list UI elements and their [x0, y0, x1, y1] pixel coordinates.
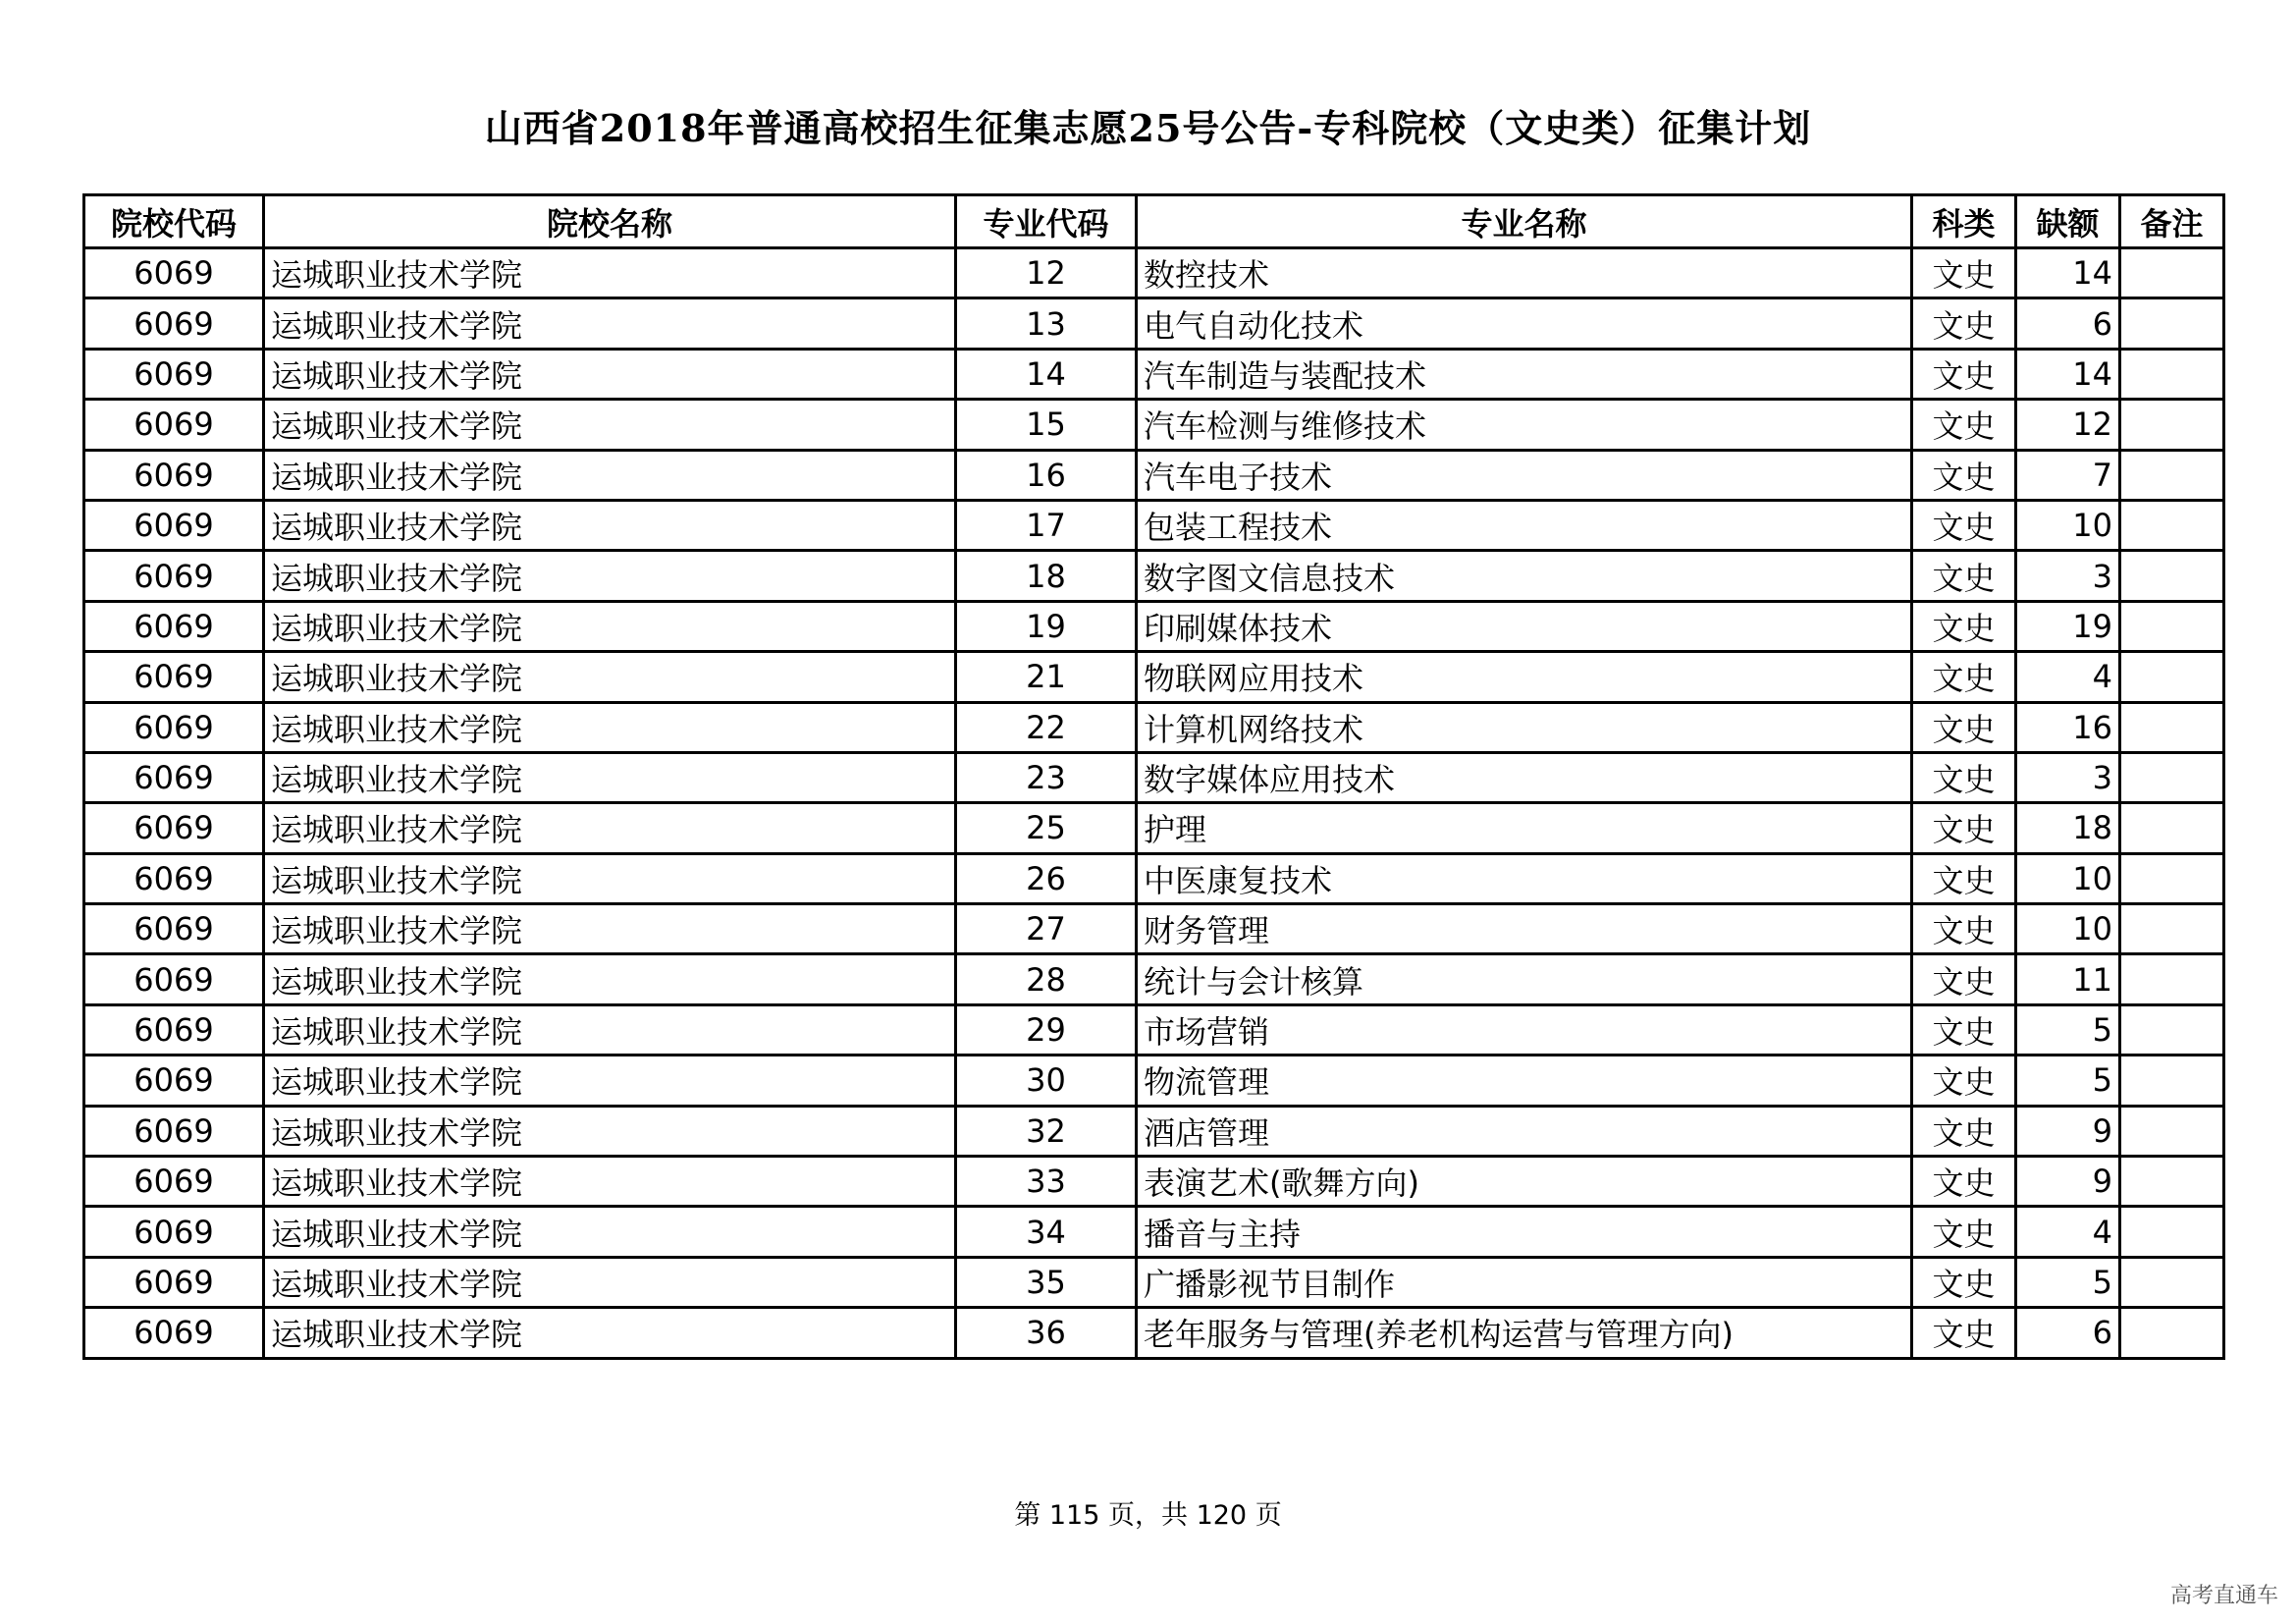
cell-major-name: 包装工程技术 [1137, 500, 1912, 550]
cell-school-code: 6069 [84, 954, 264, 1004]
cell-major-name: 物流管理 [1137, 1056, 1912, 1106]
cell-vacancy: 18 [2016, 803, 2120, 853]
cell-school-code: 6069 [84, 652, 264, 702]
cell-major-code: 15 [956, 400, 1137, 450]
cell-school-code: 6069 [84, 803, 264, 853]
cell-school-code: 6069 [84, 1004, 264, 1055]
table-header-row [84, 195, 2224, 248]
table-row [84, 1257, 2224, 1307]
table-row [84, 752, 2224, 802]
cell-school-name: 运城职业技术学院 [264, 954, 956, 1004]
cell-school-name: 运城职业技术学院 [264, 349, 956, 399]
cell-school-name: 运城职业技术学院 [264, 248, 956, 298]
cell-vacancy: 7 [2016, 450, 2120, 500]
table-row [84, 1106, 2224, 1156]
header-vacancy: 缺额 [2016, 195, 2120, 248]
table-row [84, 702, 2224, 752]
table-row [84, 652, 2224, 702]
cell-major-name: 老年服务与管理(养老机构运营与管理方向) [1137, 1308, 1912, 1358]
cell-major-code: 23 [956, 752, 1137, 802]
cell-school-name: 运城职业技术学院 [264, 803, 956, 853]
cell-major-name: 护理 [1137, 803, 1912, 853]
cell-note [2120, 702, 2224, 752]
table-row [84, 400, 2224, 450]
cell-major-name: 汽车电子技术 [1137, 450, 1912, 500]
cell-major-code: 25 [956, 803, 1137, 853]
cell-major-name: 物联网应用技术 [1137, 652, 1912, 702]
cell-vacancy: 14 [2016, 248, 2120, 298]
cell-school-code: 6069 [84, 1207, 264, 1257]
cell-major-code: 29 [956, 1004, 1137, 1055]
cell-major-code: 33 [956, 1157, 1137, 1207]
table-row [84, 1308, 2224, 1358]
cell-note [2120, 1106, 2224, 1156]
cell-school-code: 6069 [84, 1157, 264, 1207]
cell-major-code: 18 [956, 551, 1137, 601]
enrollment-plan-table [82, 193, 2225, 1360]
cell-school-code: 6069 [84, 349, 264, 399]
header-major-code: 专业代码 [956, 195, 1137, 248]
table-row [84, 248, 2224, 298]
cell-note [2120, 1004, 2224, 1055]
cell-major-code: 13 [956, 298, 1137, 349]
cell-note [2120, 349, 2224, 399]
cell-vacancy: 10 [2016, 853, 2120, 903]
cell-vacancy: 9 [2016, 1157, 2120, 1207]
cell-note [2120, 500, 2224, 550]
cell-major-code: 34 [956, 1207, 1137, 1257]
cell-school-code: 6069 [84, 1106, 264, 1156]
cell-category: 文史 [1912, 702, 2016, 752]
cell-category: 文史 [1912, 853, 2016, 903]
cell-vacancy: 4 [2016, 652, 2120, 702]
cell-note [2120, 652, 2224, 702]
cell-category: 文史 [1912, 248, 2016, 298]
cell-major-code: 16 [956, 450, 1137, 500]
cell-category: 文史 [1912, 652, 2016, 702]
cell-category: 文史 [1912, 1207, 2016, 1257]
table-row [84, 803, 2224, 853]
cell-major-code: 12 [956, 248, 1137, 298]
cell-note [2120, 601, 2224, 651]
cell-vacancy: 3 [2016, 752, 2120, 802]
cell-school-code: 6069 [84, 500, 264, 550]
cell-school-name: 运城职业技术学院 [264, 500, 956, 550]
table-row [84, 450, 2224, 500]
cell-major-name: 电气自动化技术 [1137, 298, 1912, 349]
cell-school-code: 6069 [84, 1257, 264, 1307]
cell-major-name: 市场营销 [1137, 1004, 1912, 1055]
table-row [84, 500, 2224, 550]
header-note: 备注 [2120, 195, 2224, 248]
cell-school-name: 运城职业技术学院 [264, 904, 956, 954]
cell-school-code: 6069 [84, 298, 264, 349]
cell-school-name: 运城职业技术学院 [264, 1004, 956, 1055]
cell-note [2120, 853, 2224, 903]
cell-school-code: 6069 [84, 752, 264, 802]
cell-vacancy: 14 [2016, 349, 2120, 399]
cell-note [2120, 954, 2224, 1004]
table-row [84, 853, 2224, 903]
cell-major-name: 统计与会计核算 [1137, 954, 1912, 1004]
cell-category: 文史 [1912, 1157, 2016, 1207]
cell-category: 文史 [1912, 298, 2016, 349]
cell-note [2120, 1157, 2224, 1207]
cell-category: 文史 [1912, 752, 2016, 802]
cell-note [2120, 803, 2224, 853]
cell-major-name: 计算机网络技术 [1137, 702, 1912, 752]
cell-school-name: 运城职业技术学院 [264, 1207, 956, 1257]
cell-category: 文史 [1912, 400, 2016, 450]
cell-vacancy: 11 [2016, 954, 2120, 1004]
cell-major-name: 汽车制造与装配技术 [1137, 349, 1912, 399]
cell-vacancy: 5 [2016, 1056, 2120, 1106]
cell-school-code: 6069 [84, 601, 264, 651]
cell-school-code: 6069 [84, 853, 264, 903]
cell-major-name: 广播影视节目制作 [1137, 1257, 1912, 1307]
cell-note [2120, 1207, 2224, 1257]
table-row [84, 551, 2224, 601]
cell-vacancy: 9 [2016, 1106, 2120, 1156]
cell-school-name: 运城职业技术学院 [264, 551, 956, 601]
page-title: 山西省2018年普通高校招生征集志愿25号公告-专科院校（文史类）征集计划 [484, 106, 1812, 150]
cell-major-name: 酒店管理 [1137, 1106, 1912, 1156]
cell-major-code: 19 [956, 601, 1137, 651]
cell-major-code: 28 [956, 954, 1137, 1004]
cell-category: 文史 [1912, 500, 2016, 550]
page-footer: 第 115 页，共 120 页 [1014, 1500, 1282, 1531]
cell-category: 文史 [1912, 349, 2016, 399]
table-row [84, 1157, 2224, 1207]
cell-major-code: 27 [956, 904, 1137, 954]
cell-category: 文史 [1912, 803, 2016, 853]
table-row [84, 1004, 2224, 1055]
header-major-name: 专业名称 [1137, 195, 1912, 248]
cell-school-name: 运城职业技术学院 [264, 652, 956, 702]
cell-category: 文史 [1912, 1056, 2016, 1106]
cell-school-name: 运城职业技术学院 [264, 752, 956, 802]
header-school-name: 院校名称 [264, 195, 956, 248]
cell-note [2120, 551, 2224, 601]
cell-note [2120, 752, 2224, 802]
cell-major-name: 中医康复技术 [1137, 853, 1912, 903]
cell-major-name: 数字媒体应用技术 [1137, 752, 1912, 802]
cell-note [2120, 400, 2224, 450]
cell-note [2120, 1056, 2224, 1106]
cell-vacancy: 6 [2016, 298, 2120, 349]
header-school-code: 院校代码 [84, 195, 264, 248]
table-row [84, 349, 2224, 399]
cell-major-code: 26 [956, 853, 1137, 903]
cell-vacancy: 5 [2016, 1257, 2120, 1307]
watermark: 高考直通车 [2169, 1584, 2278, 1608]
cell-vacancy: 4 [2016, 1207, 2120, 1257]
cell-school-name: 运城职业技术学院 [264, 1106, 956, 1156]
cell-school-code: 6069 [84, 1308, 264, 1358]
cell-school-name: 运城职业技术学院 [264, 1308, 956, 1358]
cell-vacancy: 3 [2016, 551, 2120, 601]
table-row [84, 904, 2224, 954]
cell-school-name: 运城职业技术学院 [264, 601, 956, 651]
table-row [84, 954, 2224, 1004]
cell-major-name: 表演艺术(歌舞方向) [1137, 1157, 1912, 1207]
cell-category: 文史 [1912, 450, 2016, 500]
cell-vacancy: 10 [2016, 500, 2120, 550]
cell-category: 文史 [1912, 551, 2016, 601]
header-category: 科类 [1912, 195, 2016, 248]
cell-category: 文史 [1912, 954, 2016, 1004]
cell-school-name: 运城职业技术学院 [264, 1257, 956, 1307]
cell-school-name: 运城职业技术学院 [264, 298, 956, 349]
cell-vacancy: 5 [2016, 1004, 2120, 1055]
cell-note [2120, 450, 2224, 500]
table-row [84, 298, 2224, 349]
cell-major-code: 30 [956, 1056, 1137, 1106]
cell-major-name: 汽车检测与维修技术 [1137, 400, 1912, 450]
cell-major-name: 数控技术 [1137, 248, 1912, 298]
cell-major-code: 22 [956, 702, 1137, 752]
cell-school-name: 运城职业技术学院 [264, 702, 956, 752]
cell-category: 文史 [1912, 1004, 2016, 1055]
cell-category: 文史 [1912, 904, 2016, 954]
cell-school-name: 运城职业技术学院 [264, 853, 956, 903]
cell-major-code: 21 [956, 652, 1137, 702]
table-row [84, 601, 2224, 651]
cell-category: 文史 [1912, 601, 2016, 651]
cell-major-name: 财务管理 [1137, 904, 1912, 954]
cell-major-name: 播音与主持 [1137, 1207, 1912, 1257]
cell-vacancy: 16 [2016, 702, 2120, 752]
cell-school-code: 6069 [84, 551, 264, 601]
cell-major-name: 数字图文信息技术 [1137, 551, 1912, 601]
cell-note [2120, 904, 2224, 954]
cell-major-code: 32 [956, 1106, 1137, 1156]
cell-category: 文史 [1912, 1308, 2016, 1358]
cell-category: 文史 [1912, 1106, 2016, 1156]
cell-school-code: 6069 [84, 450, 264, 500]
cell-vacancy: 10 [2016, 904, 2120, 954]
cell-major-code: 14 [956, 349, 1137, 399]
cell-vacancy: 6 [2016, 1308, 2120, 1358]
cell-note [2120, 248, 2224, 298]
cell-school-name: 运城职业技术学院 [264, 1056, 956, 1106]
cell-major-code: 17 [956, 500, 1137, 550]
cell-note [2120, 1308, 2224, 1358]
cell-school-name: 运城职业技术学院 [264, 450, 956, 500]
cell-school-name: 运城职业技术学院 [264, 400, 956, 450]
cell-school-code: 6069 [84, 904, 264, 954]
cell-school-code: 6069 [84, 248, 264, 298]
cell-school-code: 6069 [84, 1056, 264, 1106]
cell-major-name: 印刷媒体技术 [1137, 601, 1912, 651]
cell-category: 文史 [1912, 1257, 2016, 1307]
cell-major-code: 35 [956, 1257, 1137, 1307]
cell-note [2120, 298, 2224, 349]
cell-vacancy: 12 [2016, 400, 2120, 450]
cell-school-name: 运城职业技术学院 [264, 1157, 956, 1207]
cell-note [2120, 1257, 2224, 1307]
cell-major-code: 36 [956, 1308, 1137, 1358]
cell-school-code: 6069 [84, 702, 264, 752]
table-body [84, 248, 2224, 1359]
cell-vacancy: 19 [2016, 601, 2120, 651]
table-row [84, 1207, 2224, 1257]
table-row [84, 1056, 2224, 1106]
cell-school-code: 6069 [84, 400, 264, 450]
